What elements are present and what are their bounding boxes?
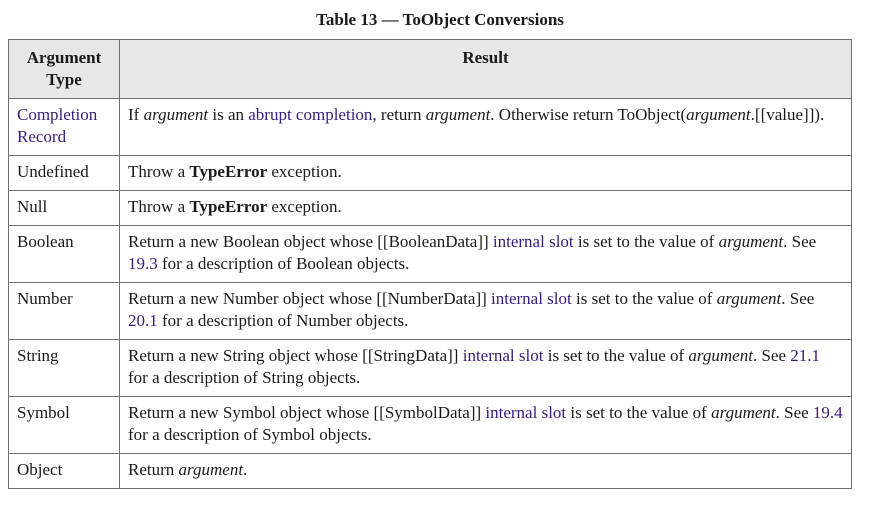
argument-type-cell: Symbol <box>9 397 120 454</box>
result-text: . Otherwise return ToObject( <box>490 105 687 124</box>
argument-type-cell: Null <box>9 191 120 226</box>
result-text: for a description of Symbol objects. <box>128 425 372 444</box>
error-name: TypeError <box>189 162 268 181</box>
result-text: is set to the value of <box>573 232 719 251</box>
error-name: TypeError <box>189 197 268 216</box>
result-text: for a description of Number objects. <box>157 311 409 330</box>
cross-reference-link[interactable]: 19.4 <box>812 403 843 422</box>
result-text: Return a new Symbol object whose [[SymbolData]] <box>128 403 486 422</box>
table-row <box>9 454 852 489</box>
argument-type-cell: Undefined <box>9 156 120 191</box>
result-cell <box>120 99 852 156</box>
table-row <box>9 340 852 397</box>
argument-term: argument <box>425 105 491 124</box>
result-text: is set to the value of <box>571 289 717 308</box>
result-text: Throw a <box>128 162 190 181</box>
table-row <box>9 99 852 156</box>
argument-type-cell: Number <box>9 283 120 340</box>
toobject-conversions-table <box>8 39 852 489</box>
argument-type-cell: Boolean <box>9 226 120 283</box>
result-text: , return <box>372 105 426 124</box>
argument-term: argument <box>688 346 753 365</box>
result-cell <box>120 283 852 340</box>
result-text: exception. <box>267 197 342 216</box>
result-text: for a description of String objects. <box>128 368 361 387</box>
result-text: . See <box>783 232 817 251</box>
header-result: Result <box>120 40 852 99</box>
argument-term: argument <box>686 105 751 124</box>
table-row <box>9 397 852 454</box>
argument-term: argument <box>718 232 784 251</box>
cross-reference-link[interactable]: internal slot <box>485 403 567 422</box>
argument-term: argument <box>711 403 776 422</box>
result-text: . <box>243 460 248 479</box>
table-row <box>9 226 852 283</box>
result-text: Return a new String object whose [[StringData]] <box>128 346 463 365</box>
cross-reference-link[interactable]: 20.1 <box>128 311 158 330</box>
cross-reference-link[interactable]: internal slot <box>462 346 544 365</box>
result-text: Return a new Number object whose [[NumberData]] <box>128 289 492 308</box>
table-row <box>9 283 852 340</box>
result-cell <box>120 226 852 283</box>
result-text: . See <box>775 403 813 422</box>
result-text: Throw a <box>128 197 190 216</box>
result-cell <box>120 454 852 489</box>
result-cell <box>120 191 852 226</box>
header-argument-type: Argument Type <box>9 40 120 99</box>
table-body <box>9 99 852 489</box>
result-cell <box>120 397 852 454</box>
table-caption: Table 13 — ToObject Conversions <box>316 10 564 29</box>
argument-type-cell[interactable]: Completion Record <box>9 99 120 156</box>
result-text: exception. <box>267 162 342 181</box>
result-text: is an <box>208 105 249 124</box>
table-header-row <box>9 40 852 99</box>
cross-reference-link[interactable]: internal slot <box>491 289 572 308</box>
cross-reference-link[interactable]: 21.1 <box>790 346 820 365</box>
cross-reference-link[interactable]: internal slot <box>492 232 574 251</box>
argument-type-cell: Object <box>9 454 120 489</box>
result-cell <box>120 156 852 191</box>
result-cell <box>120 340 852 397</box>
result-text: is set to the value of <box>543 346 689 365</box>
cross-reference-link[interactable]: abrupt completion <box>248 105 373 124</box>
result-text: .[[value]]). <box>750 105 825 124</box>
result-text: for a description of Boolean objects. <box>157 254 410 273</box>
argument-term: argument <box>143 105 209 124</box>
result-text: . See <box>781 289 815 308</box>
argument-term: argument <box>178 460 244 479</box>
table-row <box>9 156 852 191</box>
result-text: . See <box>752 346 791 365</box>
argument-term: argument <box>716 289 782 308</box>
result-text: Return <box>128 460 179 479</box>
argument-type-cell: String <box>9 340 120 397</box>
cross-reference-link[interactable]: 19.3 <box>128 254 158 273</box>
table-row <box>9 191 852 226</box>
result-text: Return a new Boolean object whose [[BooleanData]] <box>128 232 493 251</box>
result-text: If <box>128 105 144 124</box>
result-text: is set to the value of <box>566 403 712 422</box>
